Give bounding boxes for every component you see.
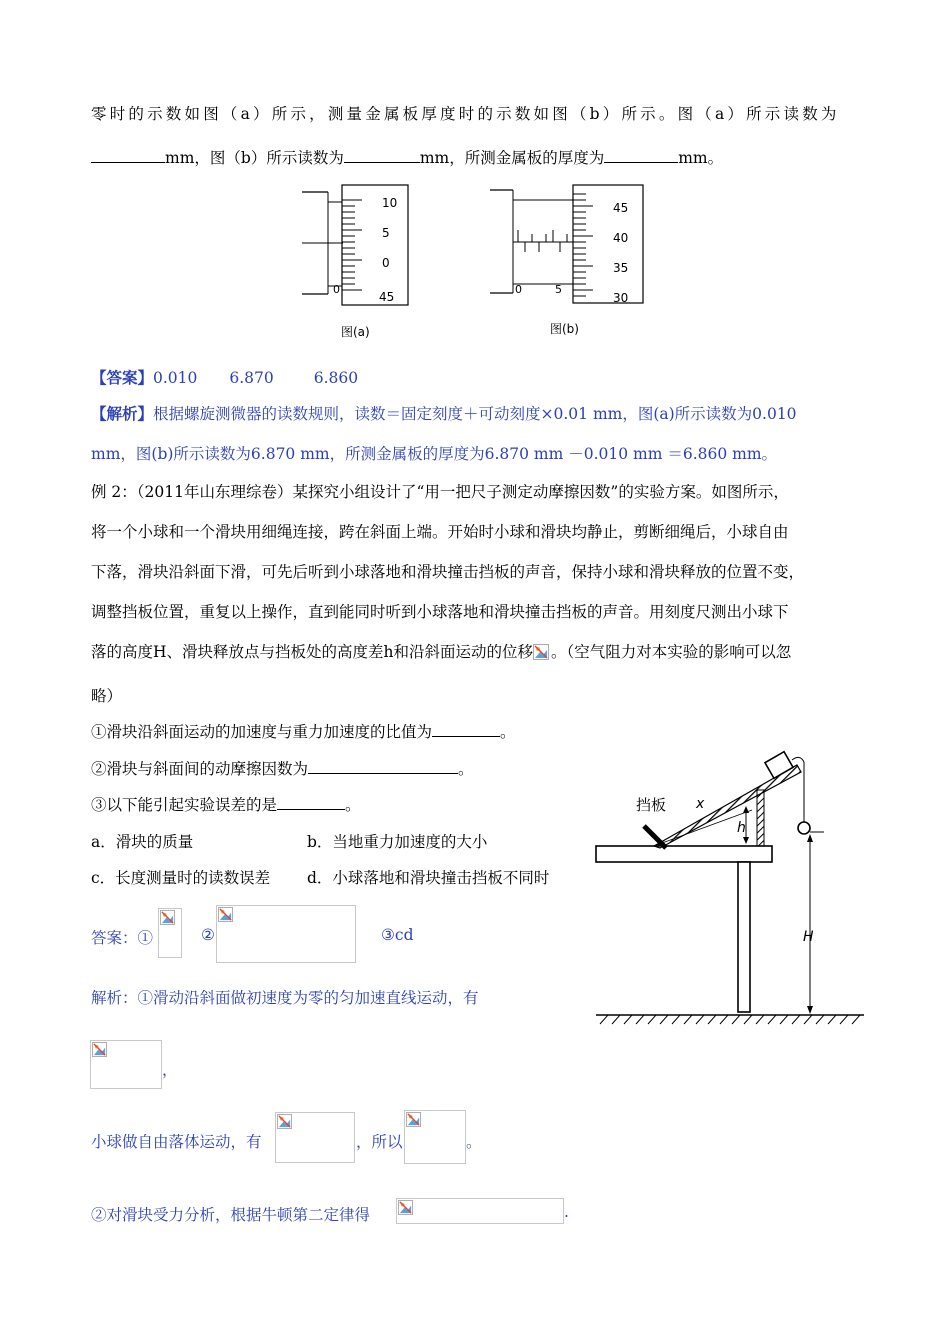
answer-value-1: 0.010 — [153, 369, 198, 387]
sleeve-ticks-b — [518, 230, 567, 252]
analysis-2-comma: ， — [162, 1061, 178, 1079]
caption-figure-b: 图(b) — [550, 322, 579, 336]
option-b: b．当地重力加速度的大小 — [307, 833, 488, 851]
example2-line-5b: 。（空气阻力对本实验的影响可以忽 — [551, 643, 792, 661]
analysis-1-line-2: mm，图(b)所示读数为6.870 mm，所测金属板的厚度为6.870 mm －0.010 mm ＝6.860 mm。 — [91, 445, 778, 463]
question-2-end: 。 — [458, 760, 474, 778]
answer-2-mark: ② — [201, 926, 215, 944]
example2-line-5 — [91, 640, 791, 662]
example2-line-5a: 落的高度H、滑块释放点与挡板处的高度差h和沿斜面运动的位移 — [91, 643, 534, 661]
formula-image-icon — [533, 644, 551, 660]
thimble-label-a-1: 5 — [382, 226, 390, 240]
caption-figure-a: 图(a) — [341, 325, 370, 339]
question-2-blank — [308, 759, 458, 774]
analysis-2-line-3b: ，所以 — [356, 1133, 403, 1151]
thimble-label-b-1: 40 — [613, 231, 629, 245]
thimble-ticks-a — [342, 200, 362, 290]
unit-text-2: mm，所测金属板的厚度为 — [419, 149, 605, 167]
answer-value-2: 6.870 — [229, 369, 274, 387]
unit-text-3: mm。 — [678, 149, 724, 167]
question-3-blank — [277, 795, 345, 810]
analysis-1-text-1: 根据螺旋测微器的读数规则，读数＝固定刻度＋可动刻度×0.01 mm，图(a)所示读数为0.010 — [153, 405, 797, 423]
formula-image-analysis-3 — [404, 1110, 466, 1164]
micrometer-figure-a — [295, 180, 415, 310]
formula-image-answer-1 — [158, 908, 182, 958]
question-1-blank — [432, 722, 500, 737]
example2-line-3: 下落，滑块沿斜面下滑，可先后听到小球落地和滑块撞击挡板的声音，保持小球和滑块释放的位置不变， — [91, 563, 805, 581]
formula-image-analysis-2 — [275, 1112, 355, 1163]
question-1-text: ①滑块沿斜面运动的加速度与重力加速度的比值为 — [91, 723, 433, 741]
question-3 — [91, 793, 361, 815]
label-baffle: 挡板 — [636, 796, 667, 814]
example2-line-2: 将一个小球和一个滑块用细绳连接，跨在斜面上端。开始时小球和滑块均静止，剪断细绳后，小球自由 — [91, 523, 789, 541]
incline-apparatus-figure — [592, 750, 872, 1030]
analysis-2-line-4-end: . — [564, 1203, 569, 1221]
option-a: a．滑块的质量 — [91, 833, 194, 851]
thimble-label-b-2: 35 — [613, 261, 629, 275]
answer-3: ③cd — [381, 926, 414, 944]
formula-image-analysis-4 — [396, 1198, 564, 1224]
answer-blank-thickness — [604, 148, 678, 163]
analysis-2-line-4: ②对滑块受力分析，根据牛顿第二定律得 — [91, 1206, 371, 1224]
question-2 — [91, 757, 474, 779]
answer-value-3: 6.860 — [313, 369, 359, 387]
thimble-label-a-2: 0 — [382, 256, 390, 270]
analysis-2-line-3a: 小球做自由落体运动，有 — [91, 1133, 262, 1151]
label-H: H — [803, 929, 814, 945]
analysis-1-line-1 — [91, 402, 797, 424]
sleeve-label-a: 0 — [333, 283, 340, 296]
question-3-end: 。 — [345, 796, 361, 814]
question-1-end: 。 — [500, 723, 516, 741]
option-c: c．长度测量时的读数误差 — [91, 869, 271, 887]
analysis-tag: 【解析】 — [91, 404, 154, 423]
answer-blank-a — [91, 148, 165, 163]
example2-line-1: 例 2：（2011年山东理综卷）某探究小组设计了“用一把尺子测定动摩擦因数”的实验方案。如图所示， — [91, 483, 789, 501]
answer-blank-b — [344, 148, 420, 163]
analysis-2-line-3c: 。 — [466, 1133, 482, 1151]
analysis-2-line-1: 解析：①滑动沿斜面做初速度为零的匀加速直线运动，有 — [91, 989, 479, 1007]
question-1 — [91, 720, 516, 742]
unit-text-1: mm，图（b）所示读数为 — [165, 149, 344, 167]
example2-line-4: 调整挡板位置，重复以上操作，直到能同时听到小球落地和滑块撞击挡板的声音。用刻度尺测出小球下 — [91, 603, 789, 621]
answer-tag: 【答案】 — [91, 368, 154, 387]
example2-line-6: 略） — [91, 687, 123, 705]
label-h: h — [737, 820, 746, 836]
thimble-ticks-b — [573, 194, 593, 296]
formula-image-answer-2 — [216, 905, 356, 963]
formula-image-analysis-1 — [90, 1040, 162, 1089]
question-3-text: ③以下能引起实验误差的是 — [91, 796, 278, 814]
thimble-label-b-0: 45 — [613, 201, 629, 215]
label-x: x — [696, 796, 705, 812]
answer-1 — [91, 366, 358, 388]
thimble-label-b-3: 30 — [613, 291, 629, 305]
question-2-text: ②滑块与斜面间的动摩擦因数为 — [91, 760, 309, 778]
option-d: d．小球落地和滑块撞击挡板不同时 — [307, 869, 550, 887]
intro-line-2 — [91, 146, 723, 168]
thimble-label-a-0: 10 — [382, 196, 398, 210]
intro-line-1: 零时的示数如图（a）所示，测量金属板厚度时的示数如图（b）所示。图（a）所示读数为 — [91, 105, 840, 123]
answer-2-prefix: 答案：① — [91, 929, 154, 947]
sleeve-label-b-0: 0 — [515, 283, 522, 296]
thimble-label-a-3: 45 — [379, 290, 395, 304]
sleeve-label-b-1: 5 — [555, 283, 562, 296]
micrometer-figure-b — [488, 180, 648, 308]
